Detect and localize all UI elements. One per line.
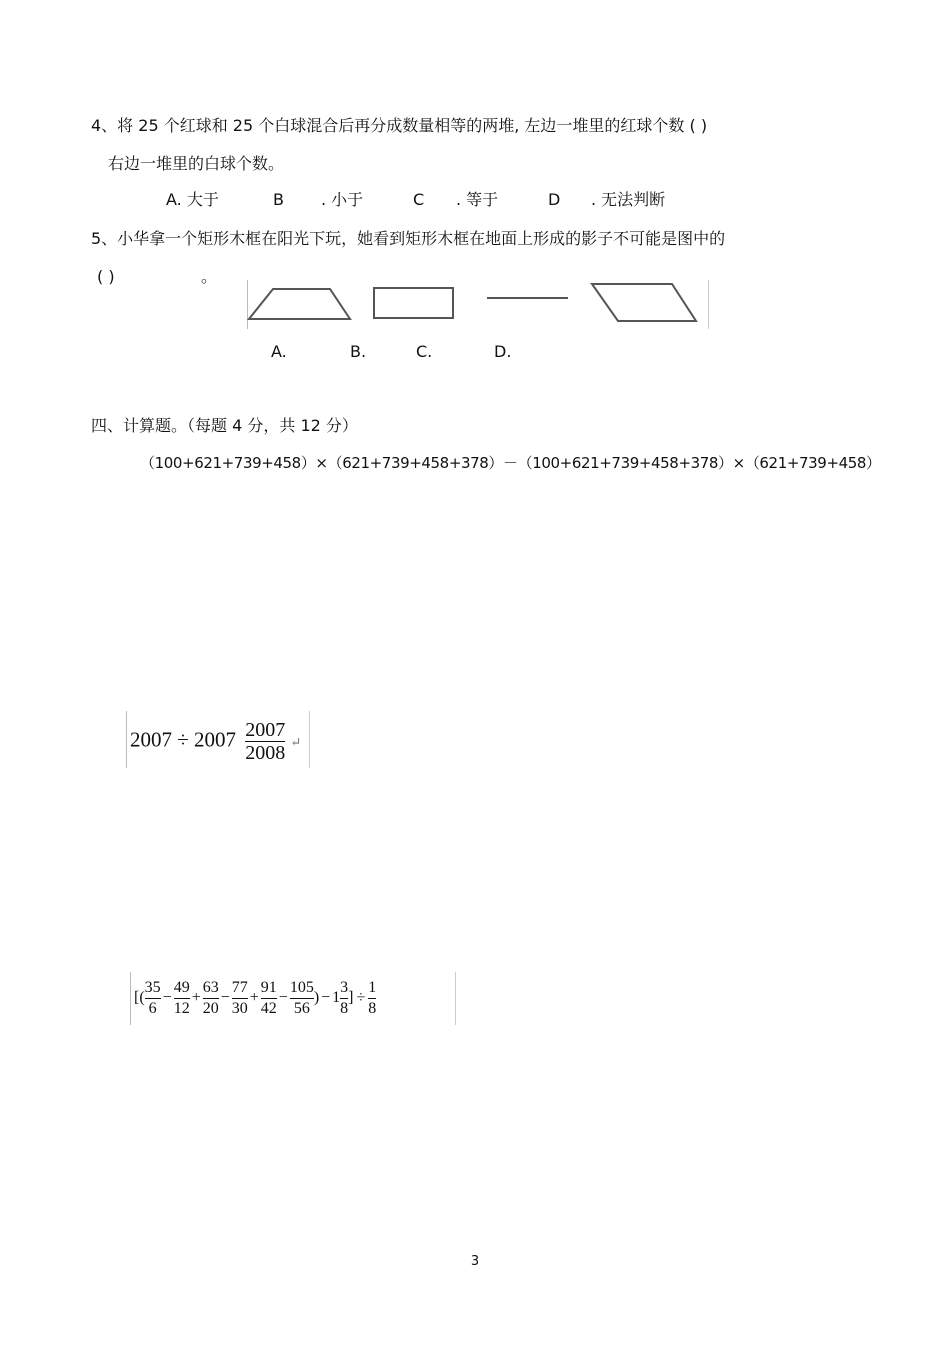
expr3-term-6: [290, 978, 314, 1019]
q5-blank: ( ): [97, 267, 115, 286]
expr3-term-3-num: 63: [203, 978, 219, 999]
expr3-term-1-num: 35: [145, 978, 161, 999]
expr3-term-5-num: 91: [261, 978, 277, 999]
q5-period: 。: [201, 267, 218, 286]
expr3-op-4: −: [220, 989, 230, 1006]
q4-option-c-text: . 等于: [456, 190, 499, 209]
expr3-mixed-whole: 1: [332, 989, 341, 1006]
expr2-fraction: [245, 719, 285, 764]
expr2-numerator: 2007: [245, 719, 286, 741]
expr3-op-3: +: [191, 989, 201, 1006]
expr3-term-5: [261, 978, 277, 1019]
q4-option-b-letter: B: [273, 190, 284, 209]
q4-line1: 4、将 25 个红球和 25 个白球混合后再分成数量相等的两堆, 左边一堆里的红球个数 ( ): [91, 116, 708, 135]
expr3-close: ): [313, 989, 320, 1006]
expr3-term-5-den: 42: [260, 999, 277, 1017]
q4-option-a: A. 大于: [166, 190, 219, 209]
shape-rectangle: [374, 288, 453, 318]
q5-option-c: C.: [416, 342, 433, 361]
expr3-term-3: [203, 978, 219, 1019]
expr3-term-4-den: 30: [231, 999, 248, 1017]
expr3-term-2: [174, 978, 190, 1019]
expr2-lhs: 2007 ÷ 2007: [130, 727, 237, 752]
shadow-figures: [247, 280, 709, 329]
q4-line2: 右边一堆里的白球个数。: [108, 154, 285, 173]
q5-option-a: A.: [271, 342, 287, 361]
expr3-last-num: 1: [368, 978, 376, 999]
expr3-op-6: −: [278, 989, 288, 1006]
expr3-term-1-den: 6: [148, 999, 157, 1017]
page-number: 3: [470, 1254, 480, 1269]
expr3-mixed-den: 8: [340, 999, 349, 1017]
expr3-bracket-close: ]: [348, 989, 354, 1006]
expr3-term-6-num: 105: [290, 978, 314, 999]
calc-expression-2: [126, 711, 310, 768]
expr3-term-2-num: 49: [174, 978, 190, 999]
expr3-last-den: 8: [368, 999, 377, 1017]
calc-expression-1: （100+621+739+458）×（621+739+458+378）－（100+621+739+458+378）×（621+739+458）: [140, 454, 881, 472]
q4-option-b-text: . 小于: [321, 190, 364, 209]
expr3-term-4-num: 77: [232, 978, 248, 999]
q4-option-c-letter: C: [413, 190, 425, 209]
expr3-mixed-num: 3: [340, 978, 348, 999]
expr3-term-4: [232, 978, 248, 1019]
q4-options: [0, 190, 950, 210]
q5-line1: 5、小华拿一个矩形木框在阳光下玩，她看到矩形木框在地面上形成的影子不可能是图中的: [91, 229, 726, 248]
q5-option-b: B.: [350, 342, 367, 361]
q5-options: [0, 342, 950, 362]
q4-option-d-text: . 无法判断: [591, 190, 666, 209]
expr2-denominator: 2008: [245, 742, 286, 764]
expr3-op-5: +: [249, 989, 259, 1006]
expr3-term-1: [145, 978, 161, 1019]
q4-option-d-letter: D: [548, 190, 561, 209]
expr3-op-2: −: [162, 989, 172, 1006]
expr3-term-3-den: 20: [202, 999, 219, 1017]
expr3-minus: −: [321, 989, 331, 1006]
expr3-mixed-fraction: [340, 978, 348, 1019]
expr3-open: [(: [134, 989, 145, 1006]
calc-expression-3: [130, 972, 456, 1025]
expr3-term-2-den: 12: [173, 999, 190, 1017]
expr2-return-mark: ↵: [290, 734, 302, 750]
q5-option-d: D.: [494, 342, 512, 361]
expr3-last-fraction: [368, 978, 376, 1019]
expr3-divide: ÷: [356, 989, 366, 1006]
expr3-term-6-den: 56: [293, 999, 310, 1017]
shape-trapezoid: [249, 289, 350, 319]
shape-parallelogram: [592, 284, 696, 321]
section4-heading: 四、计算题。（每题 4 分，共 12 分）: [91, 416, 358, 435]
